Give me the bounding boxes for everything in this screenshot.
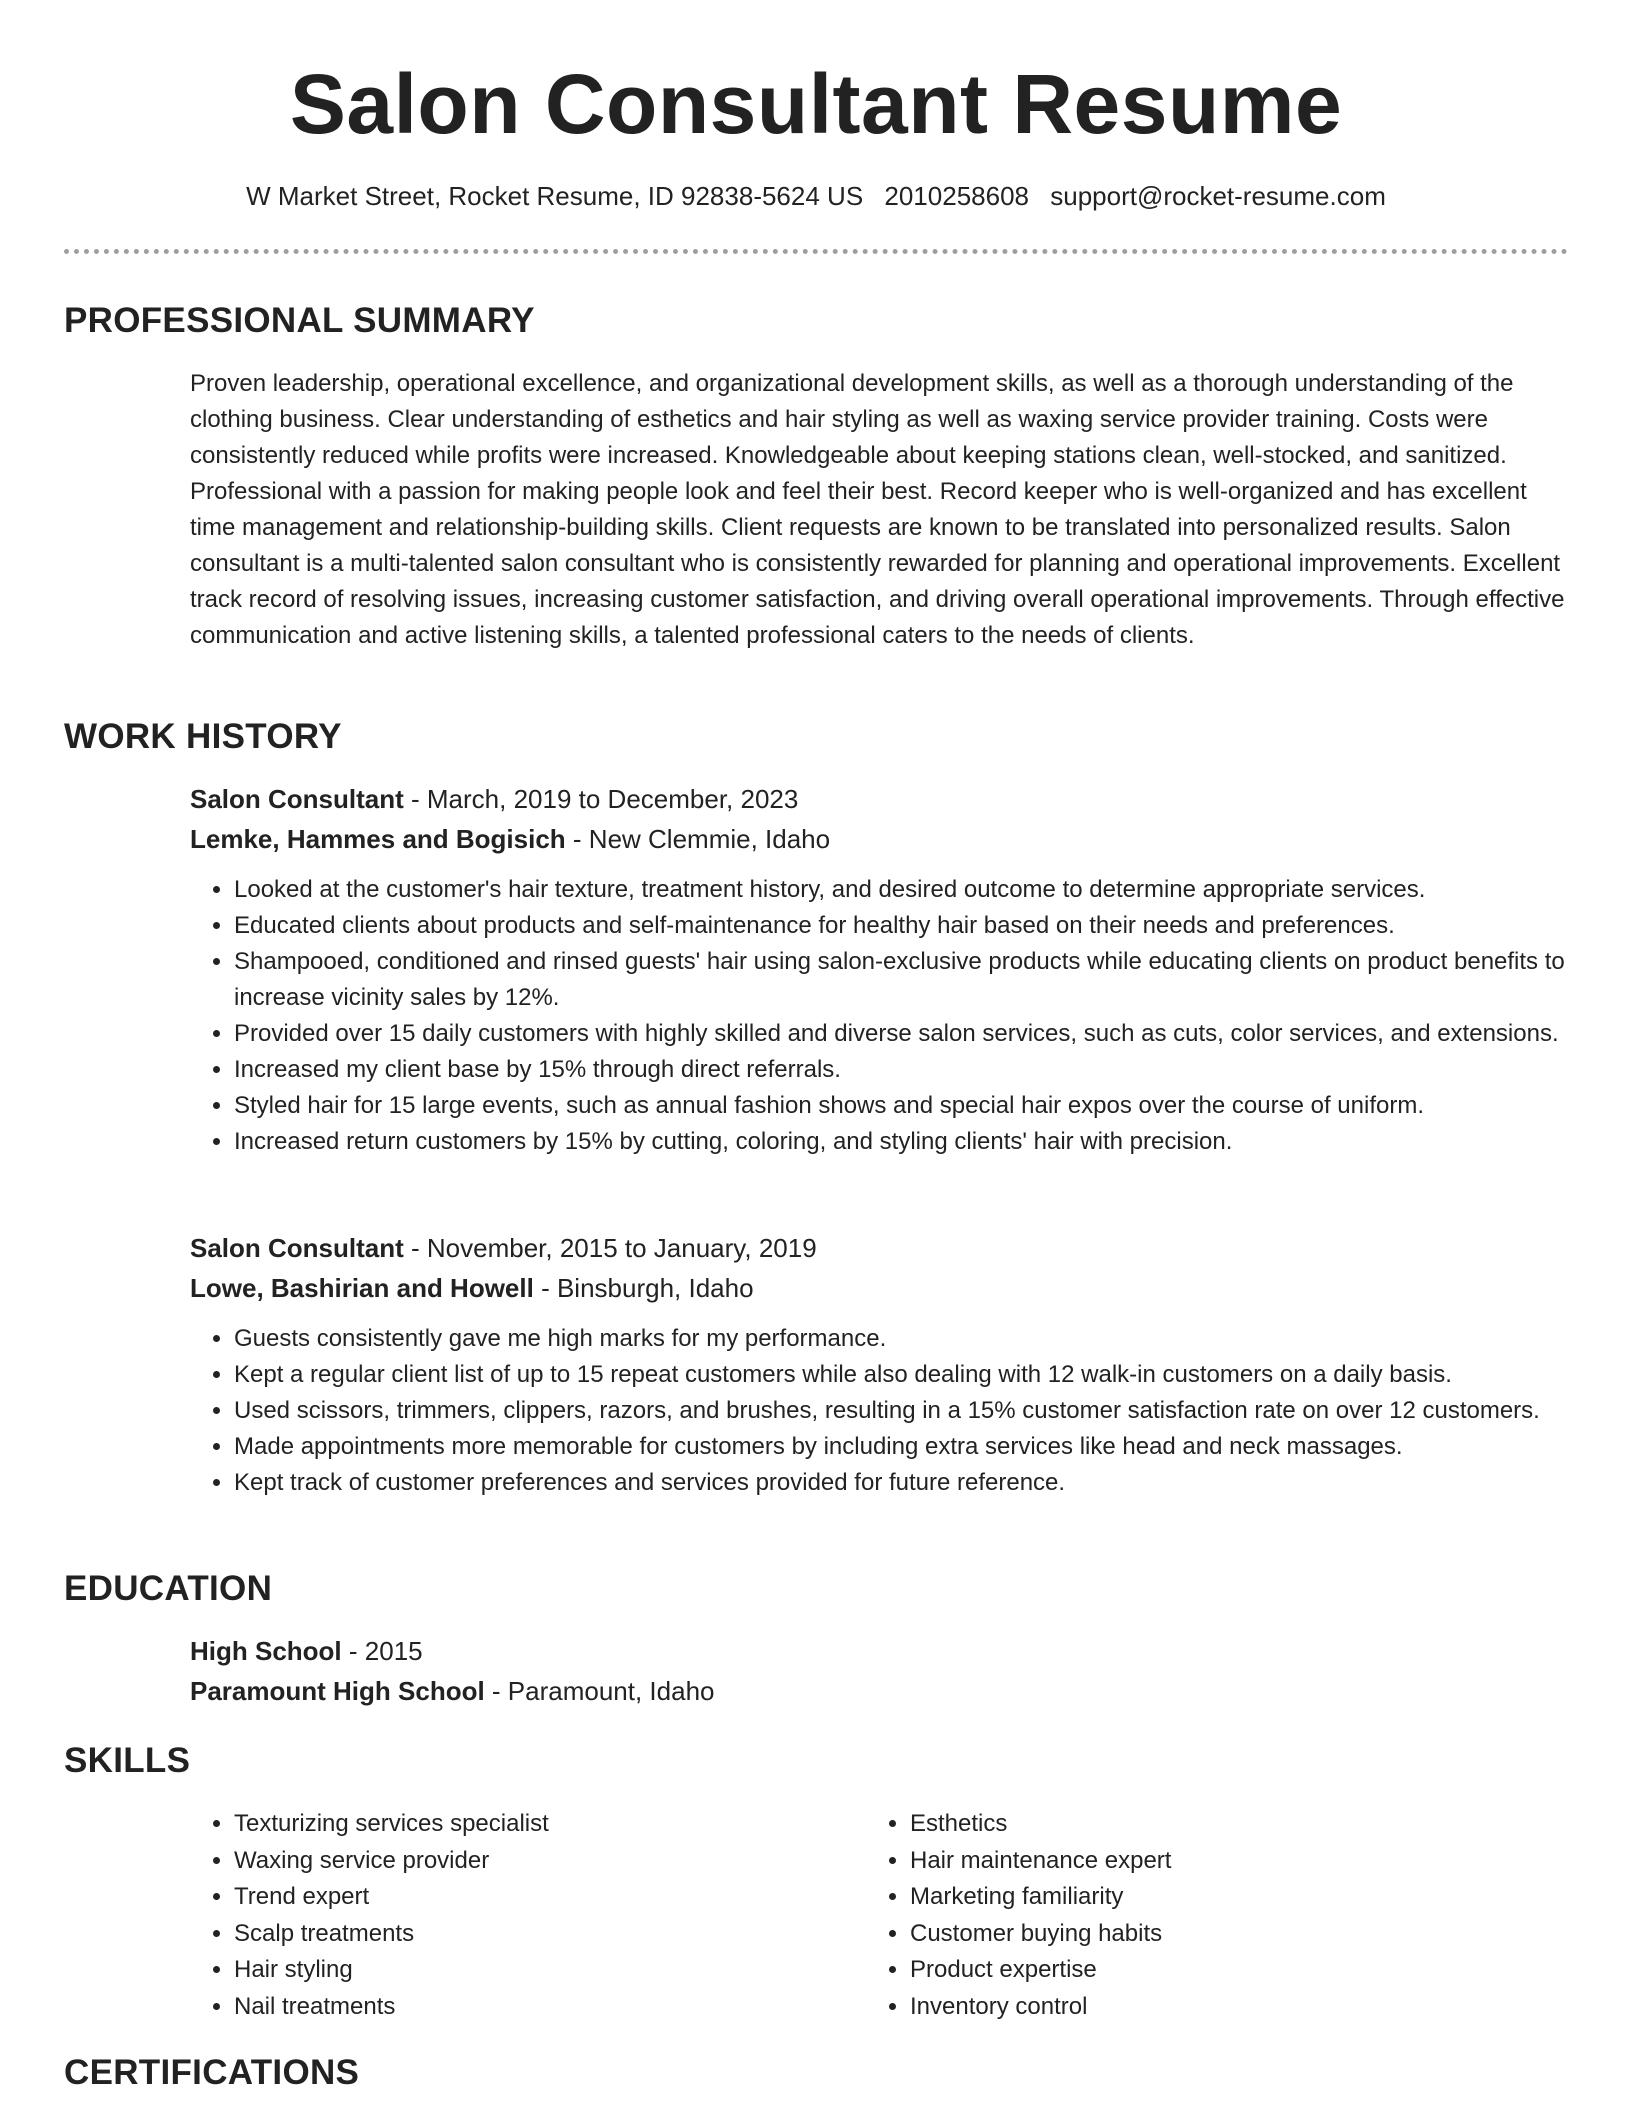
list-item: • Scalp treatments bbox=[234, 1916, 864, 1953]
list-item: • Shampooed, conditioned and rinsed guests' hair using salon-exclusive products while educating clients on product benefits to increase vicinity sales by 12%. bbox=[234, 944, 1612, 1016]
job-2-location: - Binsburgh, Idaho bbox=[533, 1273, 754, 1303]
job-2-title-line bbox=[190, 1230, 1568, 1266]
skills-list-left bbox=[190, 1806, 864, 2025]
list-item: • Product expertise bbox=[910, 1952, 1540, 1989]
education-year: - 2015 bbox=[341, 1636, 423, 1666]
list-item: • Inventory control bbox=[910, 1989, 1540, 2026]
contact-phone: 2010258608 bbox=[884, 181, 1029, 211]
list-item: • Increased my client base by 15% through direct referrals. bbox=[234, 1052, 1612, 1088]
summary-text: Proven leadership, operational excellence, and organizational development skills, as well as a thorough understanding of the clothing business. Clear understanding of esthetics and hair styling as well as waxing service provider training. Costs were consistently reduced while profits were increased. Knowledgeable about keeping stations clean, well-stocked, and sanitized. Professional with a passion for making people look and feel their best. Record keeper who is well-organized and has excellent time management and relationship-building skills. Client requests are known to be translated into personalized results. Salon consultant is a multi-talented salon consultant who is consistently rewarded for planning and operational improvements. Excellent track record of resolving issues, increasing customer satisfaction, and driving overall operational improvements. Through effective communication and active listening skills, a talented professional caters to the needs of clients. bbox=[190, 370, 1565, 649]
education-location: - Paramount, Idaho bbox=[484, 1676, 715, 1706]
list-item: • Customer buying habits bbox=[910, 1916, 1540, 1953]
skills-list-right bbox=[866, 1806, 1540, 2025]
list-item: • Kept a regular client list of up to 15 repeat customers while also dealing with 12 walk-in customers on a daily basis. bbox=[234, 1357, 1612, 1393]
job-2-company: Lowe, Bashirian and Howell bbox=[190, 1273, 534, 1303]
contact-address: W Market Street, Rocket Resume, ID 92838-5624 US bbox=[246, 181, 864, 211]
list-item: • Kept track of customer preferences and services provided for future reference. bbox=[234, 1465, 1612, 1501]
list-item: • Made appointments more memorable for customers by including extra services like head and neck massages. bbox=[234, 1429, 1612, 1465]
list-item: • Looked at the customer's hair texture, treatment history, and desired outcome to determine appropriate services. bbox=[234, 872, 1612, 908]
job-1-company: Lemke, Hammes and Bogisich bbox=[190, 824, 566, 854]
list-item: • Hair maintenance expert bbox=[910, 1843, 1540, 1880]
job-1-location: - New Clemmie, Idaho bbox=[565, 824, 831, 854]
contact-line bbox=[64, 178, 1568, 214]
job-1-title: Salon Consultant bbox=[190, 784, 404, 814]
list-item: • Hair styling bbox=[234, 1952, 864, 1989]
list-item: • Trend expert bbox=[234, 1879, 864, 1916]
job-2-dates: - November, 2015 to January, 2019 bbox=[403, 1233, 817, 1263]
education-degree: High School bbox=[190, 1636, 342, 1666]
job-1-title-line bbox=[190, 781, 1568, 817]
list-item: • Provided over 15 daily customers with highly skilled and diverse salon services, such as cuts, color services, and extensions. bbox=[234, 1016, 1612, 1052]
education-degree-line bbox=[190, 1633, 1568, 1669]
list-item: • Texturizing services specialist bbox=[234, 1806, 864, 1843]
list-item: • Guests consistently gave me high marks for my performance. bbox=[234, 1321, 1612, 1357]
job-2-bullets bbox=[190, 1321, 1612, 1501]
education-school: Paramount High School bbox=[190, 1676, 485, 1706]
list-item: • Nail treatments bbox=[234, 1989, 864, 2026]
work-history-heading: WORK HISTORY bbox=[64, 717, 342, 756]
job-1-company-line bbox=[190, 821, 1568, 857]
education-heading: EDUCATION bbox=[64, 1569, 273, 1608]
page-title: Salon Consultant Resume bbox=[289, 57, 1343, 151]
list-item: • Increased return customers by 15% by cutting, coloring, and styling clients' hair with precision. bbox=[234, 1124, 1612, 1160]
list-item: • Educated clients about products and self-maintenance for healthy hair based on their needs and preferences. bbox=[234, 908, 1612, 944]
list-item: • Used scissors, trimmers, clippers, razors, and brushes, resulting in a 15% customer satisfaction rate on over 12 customers. bbox=[234, 1393, 1612, 1429]
job-1-dates: - March, 2019 to December, 2023 bbox=[403, 784, 799, 814]
header-divider bbox=[64, 249, 1568, 254]
job-2-title: Salon Consultant bbox=[190, 1233, 404, 1263]
list-item: • Styled hair for 15 large events, such as annual fashion shows and special hair expos over the course of uniform. bbox=[234, 1088, 1612, 1124]
certifications-heading: CERTIFICATIONS bbox=[64, 2053, 360, 2092]
summary-heading: PROFESSIONAL SUMMARY bbox=[64, 301, 535, 340]
list-item: • Waxing service provider bbox=[234, 1843, 864, 1880]
contact-email: support@rocket-resume.com bbox=[1050, 181, 1386, 211]
job-1-bullets bbox=[190, 872, 1612, 1160]
list-item: • Esthetics bbox=[910, 1806, 1540, 1843]
list-item: • Marketing familiarity bbox=[910, 1879, 1540, 1916]
job-2-company-line bbox=[190, 1270, 1568, 1306]
education-school-line bbox=[190, 1673, 1568, 1709]
skills-heading: SKILLS bbox=[64, 1741, 191, 1780]
